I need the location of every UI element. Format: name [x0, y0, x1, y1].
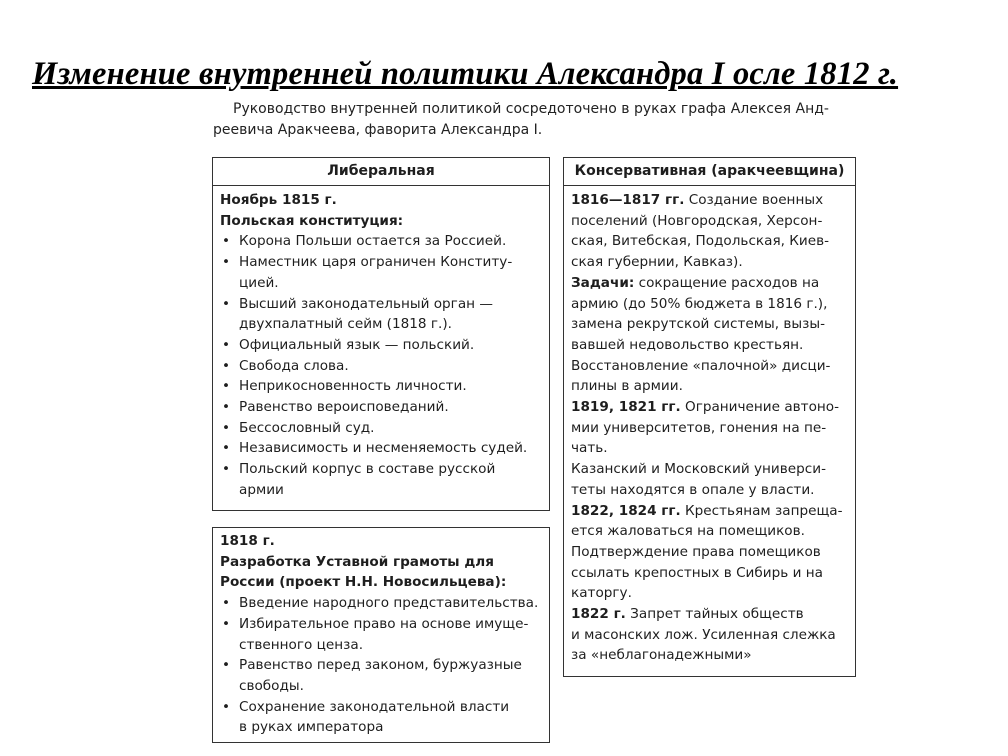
- charter-list: [220, 593, 543, 738]
- conservative-date: Задачи:: [571, 274, 635, 291]
- list-item: • Неприкосновенность личности.: [220, 376, 543, 397]
- conservative-line: ская, Витебская, Подольская, Киев-: [571, 233, 830, 250]
- conservative-line: Казанский и Московский универси-: [571, 461, 826, 478]
- conservative-line: чать.: [571, 440, 608, 457]
- list-item: • Высший законодательный орган — двухпалатный сейм (1818 г.).: [220, 294, 543, 335]
- list-item: • Свобода слова.: [220, 356, 543, 377]
- conservative-heading: Консервативная (аракчеевщина): [564, 158, 855, 186]
- list-item: • Наместник царя ограничен Конститу- цией.: [220, 252, 543, 293]
- conservative-line: замена рекрутской системы, вызы-: [571, 316, 825, 333]
- list-item: • Избирательное право на основе имуще- ственного ценза.: [220, 614, 543, 655]
- conservative-text: [564, 186, 855, 666]
- liberal-date-1818: 1818 г.: [220, 533, 275, 549]
- liberal-policy-table: [212, 157, 550, 511]
- conservative-line: армию (до 50% бюджета в 1816 г.),: [571, 295, 828, 312]
- conservative-line: и масонских лож. Усиленная слежка: [571, 626, 836, 643]
- conservative-policy-table: [563, 157, 856, 677]
- charter-subtitle-line-1: Разработка Уставной грамоты для: [220, 553, 494, 570]
- conservative-line: 1822 г. Запрет тайных обществ: [571, 606, 804, 623]
- conservative-line: 1816—1817 гг. Создание военных: [571, 192, 824, 208]
- conservative-line: вавшей недовольство крестьян.: [571, 336, 804, 353]
- list-item: • Бессословный суд.: [220, 418, 543, 439]
- conservative-line: поселений (Новгородская, Херсон-: [571, 212, 823, 229]
- intro-text: [213, 99, 868, 141]
- charter-subtitle-line-2: России (проект Н.Н. Новосильцева):: [220, 574, 507, 591]
- conservative-line: каторгу.: [571, 585, 632, 602]
- conservative-line: ется жаловаться на помещиков.: [571, 523, 805, 540]
- list-item: • Официальный язык — польский.: [220, 335, 543, 356]
- conservative-line: мии университетов, гонения на пе-: [571, 419, 827, 436]
- polish-constitution-subtitle: Польская конституция:: [220, 212, 404, 229]
- polish-constitution-list: [220, 231, 543, 500]
- conservative-line: 1819, 1821 гг. Ограничение автоно-: [571, 399, 840, 416]
- list-item: • Независимость и несменяемость судей.: [220, 438, 543, 459]
- liberal-heading: Либеральная: [213, 158, 549, 186]
- charter-project-table: [212, 527, 550, 743]
- conservative-line: теты находятся в опале у власти.: [571, 481, 815, 498]
- conservative-date: 1819, 1821 гг.: [571, 399, 681, 416]
- list-item: • Польский корпус в составе русской армии: [220, 459, 543, 500]
- list-item: • Корона Польши остается за Россией.: [220, 231, 543, 252]
- list-item: • Равенство вероисповеданий.: [220, 397, 543, 418]
- conservative-line: ская губернии, Кавказ).: [571, 254, 743, 271]
- list-item: • Сохранение законодательной власти в руках императора: [220, 697, 543, 738]
- conservative-date: 1822 г.: [571, 606, 626, 623]
- conservative-line: Задачи: сокращение расходов на: [571, 274, 820, 291]
- conservative-line: 1822, 1824 гг. Крестьянам запреща-: [571, 502, 843, 519]
- liberal-date-1815: Ноябрь 1815 г.: [220, 192, 337, 208]
- intro-line-2: реевича Аракчеева, фаворита Александра I.: [213, 122, 543, 138]
- conservative-line: за «неблагонадежными»: [571, 647, 752, 664]
- conservative-line: ссылать крепостных в Сибирь и на: [571, 564, 823, 581]
- list-item: • Равенство перед законом, буржуазные свободы.: [220, 655, 543, 696]
- conservative-date: 1822, 1824 гг.: [571, 502, 681, 519]
- page-title: Изменение внутренней политики Александра I осле 1812 г.: [32, 56, 899, 92]
- conservative-line: плины в армии.: [571, 378, 683, 395]
- list-item: • Введение народного представительства.: [220, 593, 543, 614]
- conservative-line: Подтверждение права помещиков: [571, 543, 821, 560]
- conservative-date: 1816—1817 гг.: [571, 192, 685, 208]
- intro-line-1: Руководство внутренней политикой сосредоточено в руках графа Алексея Анд-: [233, 101, 829, 117]
- conservative-line: Восстановление «палочной» дисци-: [571, 357, 831, 374]
